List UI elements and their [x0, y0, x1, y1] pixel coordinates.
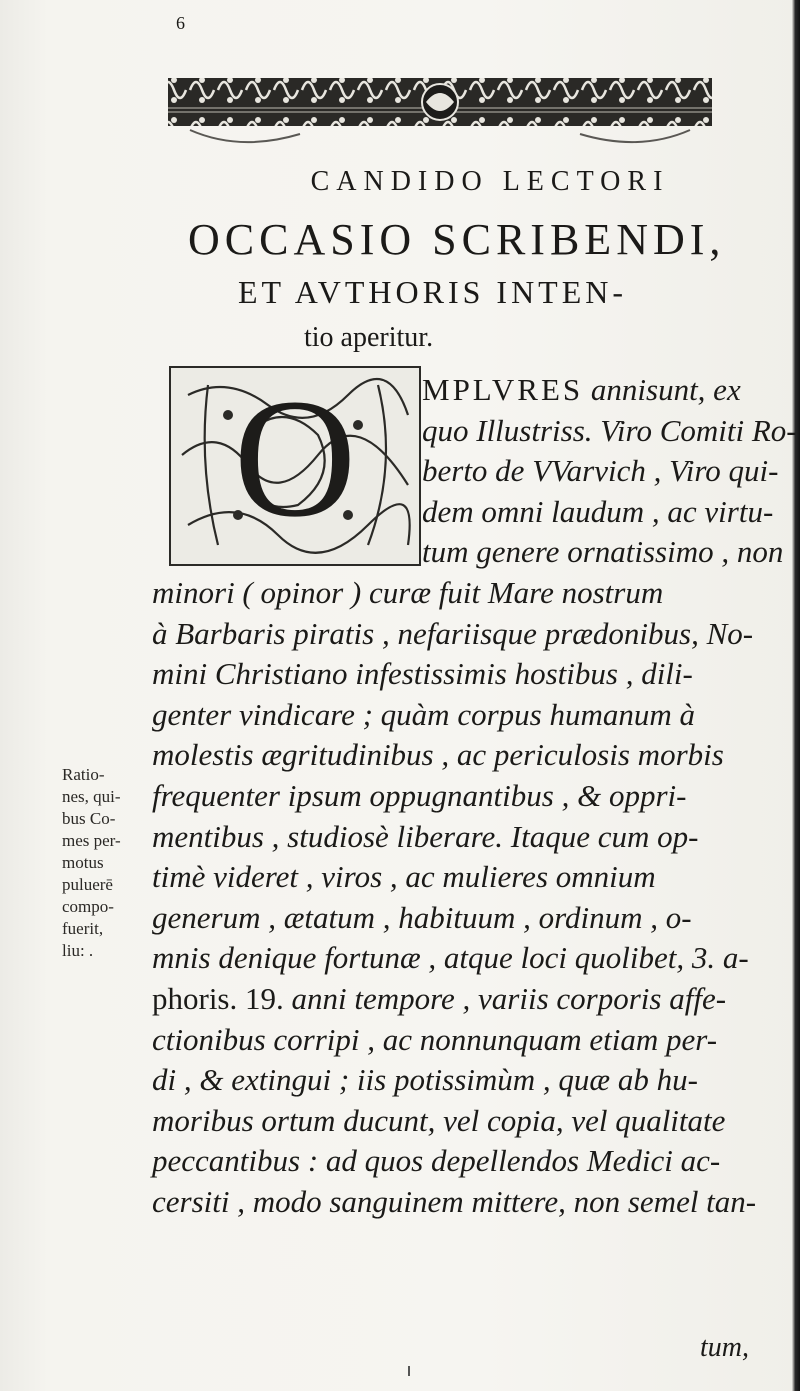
margin-note-line: liu: .	[62, 941, 94, 960]
body-line	[152, 735, 792, 776]
body-line-text: mnis denique fortunæ , atque loci quolibet, 3. a-	[152, 940, 749, 976]
body-line	[152, 938, 792, 979]
body-line	[152, 776, 792, 817]
opening-capitals: MPLVRES	[422, 372, 584, 407]
margin-note-line: motus	[62, 853, 104, 872]
body-line	[152, 614, 792, 655]
body-line	[152, 1020, 792, 1061]
body-line-text: ctionibus corripi , ac nonnunquam etiam per-	[152, 1021, 718, 1057]
body-line	[152, 1060, 792, 1101]
margin-note-line: Ratio-	[62, 765, 105, 784]
page-mark	[408, 1366, 410, 1376]
body-line-text: molestis ægritudinibus , ac periculosis morbis	[152, 737, 724, 773]
body-line	[152, 817, 792, 858]
body-line	[152, 492, 792, 533]
body-line-text: à Barbaris piratis , nefariisque prædonibus, No-	[152, 615, 754, 651]
margin-note-line: puluerē	[62, 875, 113, 894]
page-edge-shadow	[792, 0, 800, 1391]
title-line-3: tio aperitur.	[304, 322, 434, 353]
body-line-text: tum genere ornatissimo , non	[422, 534, 784, 570]
margin-note-line: nes, qui-	[62, 787, 121, 806]
body-line	[152, 573, 792, 614]
body-line	[152, 654, 792, 695]
body-line-text: mini Christiano infestissimis hostibus , dili-	[152, 656, 693, 692]
body-line-text: peccantibus : ad quos depellendos Medici ac-	[152, 1143, 721, 1179]
body-line-text: mentibus , studiosè liberare. Itaque cum op-	[152, 818, 699, 854]
ornamental-headpiece	[160, 70, 720, 156]
title-line-1: OCCASIO SCRIBENDI,	[188, 215, 726, 264]
body-line-text: moribus ortum ducunt, vel copia, vel qualitate	[152, 1102, 726, 1138]
body-line	[152, 370, 792, 411]
body-line	[152, 1101, 792, 1142]
body-line-text: cersiti , modo sanguinem mittere, non semel tan-	[152, 1183, 757, 1219]
body-line-text: annisunt, ex	[583, 372, 741, 407]
margin-note-line: bus Co-	[62, 809, 116, 828]
body-line-text: anni tempore , variis corporis affe-	[283, 980, 727, 1016]
body-line-text: minori ( opinor ) curæ fuit Mare nostrum	[152, 574, 664, 610]
dedication-heading: CANDIDO LECTORI	[310, 166, 670, 197]
margin-note-line: mes per-	[62, 831, 121, 850]
corner-mark: 6	[176, 13, 185, 33]
margin-note-line: fuerit,	[62, 919, 104, 938]
body-line-text: frequenter ipsum oppugnantibus , & oppri-	[152, 777, 687, 813]
body-line-text: berto de VVarvich , Viro qui-	[422, 453, 779, 489]
title-line-2: ET AVTHORIS INTEN-	[238, 274, 628, 310]
body-line-text: di , & extingui ; iis potissimùm , quæ ab hu-	[152, 1062, 698, 1098]
body-text	[152, 370, 797, 1222]
body-line-text: generum , ætatum , habituum , ordinum , o-	[152, 899, 692, 935]
body-line-text: timè videret , viros , ac mulieres omnium	[152, 859, 656, 895]
margin-note-line: compo-	[62, 897, 114, 916]
initial-letter: O	[233, 365, 357, 552]
body-line	[152, 857, 792, 898]
body-line-text: dem omni laudum , ac virtu-	[422, 493, 774, 529]
body-line	[152, 898, 792, 939]
body-line	[152, 979, 792, 1020]
body-line-text: genter vindicare ; quàm corpus humanum à	[152, 696, 695, 732]
body-line	[152, 1182, 792, 1223]
reference-citation: phoris. 19.	[152, 980, 284, 1016]
catchword: tum,	[700, 1332, 749, 1363]
body-line	[152, 411, 797, 452]
body-line	[152, 695, 792, 736]
margin-note	[62, 764, 154, 962]
body-line	[152, 451, 792, 492]
body-line-text: quo Illustriss. Viro Comiti Ro-	[422, 412, 797, 448]
body-line	[152, 532, 792, 573]
body-line	[152, 1141, 792, 1182]
